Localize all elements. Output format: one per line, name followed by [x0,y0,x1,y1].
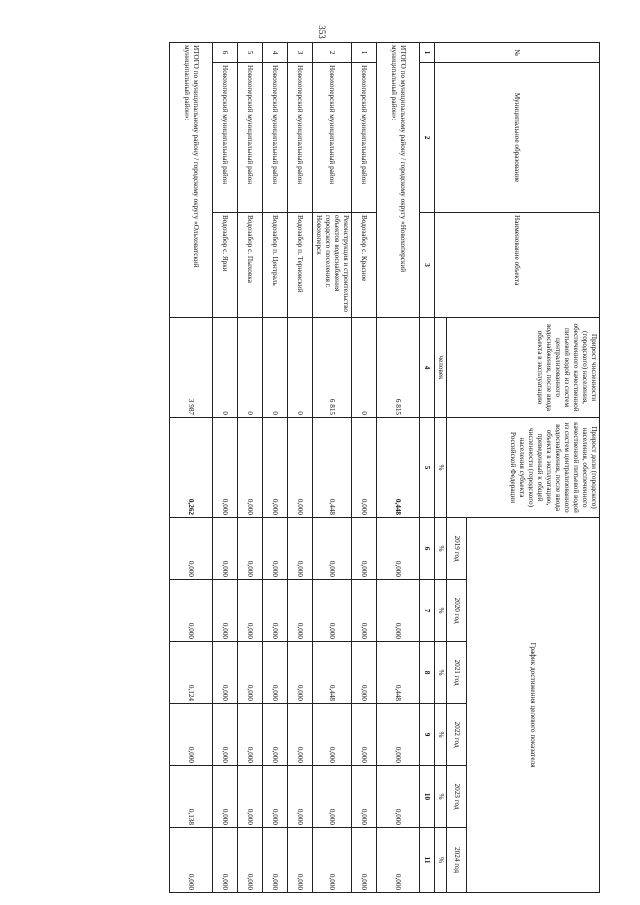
row-year-value: 0,448 [377,642,420,704]
row-people: 0 [288,318,313,418]
row-year-value: 0,000 [213,642,238,704]
row-year-value: 0,000 [213,580,238,642]
row-people: 0 [352,318,377,418]
row-year-value: 0,000 [377,580,420,642]
row-share: 0,000 [213,418,238,518]
col-index: 2 [420,63,435,213]
rotated-table-container [95,42,600,892]
row-year-value: 0,000 [352,642,377,704]
row-year-value: 0,000 [313,704,352,766]
unit-pct-8: % [435,642,447,704]
row-year-value: 0,000 [313,580,352,642]
row-object-name: Водозабор с. Пыховка [238,213,263,318]
row-municipality: Новохоперский муниципальный район [238,63,263,213]
row-year-value: 0,000 [213,766,238,828]
row-object-name: Реконструкция и строительство объектов водоснабжения городского поселения г. Новохоперск [313,213,352,318]
unit-pct-9: % [435,704,447,766]
row-number: 4 [263,43,288,63]
row-year-value: 0,000 [288,642,313,704]
col-index: 1 [420,43,435,63]
row-share: 0,000 [263,418,288,518]
total-share: 0,262 [170,418,213,518]
total-row [170,43,213,893]
unit-pct-6: % [435,518,447,580]
year-2019: 2019 год [447,518,467,580]
row-year-value: 0,000 [377,704,420,766]
row-year-value: 0,000 [213,828,238,893]
row-year-value: 0,124 [170,642,213,704]
row-object-name: Водозабор с. Красное [352,213,377,318]
row-year-value: 0,000 [263,704,288,766]
row-municipality: Новохоперский муниципальный район [288,63,313,213]
row-object-name: Водозабор п. Терновский [288,213,313,318]
row-year-value: 0,000 [170,828,213,893]
year-2022: 2022 год [447,704,467,766]
total-row [377,43,420,893]
page-number: 353 [317,25,327,39]
row-year-value: 0,138 [170,766,213,828]
row-year-value: 0,000 [263,642,288,704]
col-index: 11 [420,828,435,893]
row-year-value: 0,000 [313,828,352,893]
row-number: 1 [352,43,377,63]
row-people: 0 [238,318,263,418]
row-year-value: 0,000 [352,828,377,893]
row-people: 0 [213,318,238,418]
total-label: ИТОГО по муниципальному району / городскому округу «Ольховатский муниципальный район»: [170,43,213,318]
total-people: 3 987 [170,318,213,418]
row-year-value: 0,000 [170,518,213,580]
row-year-value: 0,000 [377,766,420,828]
col-index: 6 [420,518,435,580]
row-year-value: 0,000 [377,518,420,580]
unit-pct-11: % [435,828,447,893]
column-index-row [420,43,435,893]
year-2020: 2020 год [447,580,467,642]
row-year-value: 0,000 [263,828,288,893]
year-2024: 2024 год [447,828,467,893]
row-number: 3 [288,43,313,63]
row-year-value: 0,000 [238,828,263,893]
col-index: 10 [420,766,435,828]
header-number: № [435,43,600,63]
row-municipality: Новохоперский муниципальный район [263,63,288,213]
row-number: 2 [313,43,352,63]
row-year-value: 0,000 [263,518,288,580]
row-object-name: Водозабор с. Ярки [213,213,238,318]
row-year-value: 0,000 [213,704,238,766]
row-year-value: 0,000 [288,580,313,642]
row-year-value: 0,000 [352,704,377,766]
target-indicator-table [169,42,600,893]
header-municipality: Муниципальное образование [435,63,600,213]
table-row [213,43,238,893]
table-row [313,43,352,893]
row-year-value: 0,000 [352,580,377,642]
row-people: 6 815 [313,318,352,418]
col-index: 7 [420,580,435,642]
row-share: 0,000 [288,418,313,518]
unit-people: человек [435,318,447,418]
row-year-value: 0,448 [313,642,352,704]
col-index: 9 [420,704,435,766]
year-2023: 2023 год [447,766,467,828]
total-share: 0,448 [377,418,420,518]
row-object-name: Водозабор п. Централь [263,213,288,318]
row-share: 0,448 [313,418,352,518]
table-row [352,43,377,893]
header-share-growth: Прирост доли (городского) населения, обеспеченного качественной питьевой водой из систем централизованного водоснабжения, после ввода объекта в эксплуатацию, приведенный к общей численности (городского) населения субъекта Российской Федерации [447,418,600,518]
row-year-value: 0,000 [238,518,263,580]
header-population-growth: Прирост численности (городского) населения, обеспеченного качественной питьевой водой из систем централизованного водоснабжения, после ввода объекта в эксплуатацию [447,318,600,418]
row-year-value: 0,000 [352,766,377,828]
row-number: 6 [213,43,238,63]
table-row [263,43,288,893]
col-index: 3 [420,213,435,318]
row-share: 0,000 [352,418,377,518]
header-schedule: График достижения целевого показателя [467,518,600,893]
total-people: 6 815 [377,318,420,418]
row-year-value: 0,000 [313,766,352,828]
row-municipality: Новохоперский муниципальный район [313,63,352,213]
row-year-value: 0,000 [213,518,238,580]
unit-pct-10: % [435,766,447,828]
col-index: 8 [420,642,435,704]
row-year-value: 0,000 [377,828,420,893]
row-year-value: 0,000 [238,642,263,704]
table-row [288,43,313,893]
row-year-value: 0,000 [288,704,313,766]
year-2021: 2021 год [447,642,467,704]
unit-pct-7: % [435,580,447,642]
row-year-value: 0,000 [263,580,288,642]
row-year-value: 0,000 [313,518,352,580]
unit-pct-5: % [435,418,447,518]
table-row [238,43,263,893]
row-year-value: 0,000 [288,518,313,580]
row-people: 0 [263,318,288,418]
total-label: ИТОГО по муниципальному району / городскому округу «Новохоперский муниципальный район»: [377,43,420,318]
row-year-value: 0,000 [170,580,213,642]
col-index: 4 [420,318,435,418]
row-year-value: 0,000 [238,704,263,766]
row-year-value: 0,000 [238,580,263,642]
header-object-name: Наименование объекта [435,213,600,318]
col-index: 5 [420,418,435,518]
row-year-value: 0,000 [263,766,288,828]
row-year-value: 0,000 [238,766,263,828]
row-municipality: Новохоперский муниципальный район [352,63,377,213]
row-share: 0,000 [238,418,263,518]
header-row-1 [467,43,600,893]
row-year-value: 0,000 [288,828,313,893]
row-year-value: 0,000 [170,704,213,766]
row-number: 5 [238,43,263,63]
row-year-value: 0,000 [352,518,377,580]
row-municipality: Новохоперский муниципальный район [213,63,238,213]
row-year-value: 0,000 [288,766,313,828]
